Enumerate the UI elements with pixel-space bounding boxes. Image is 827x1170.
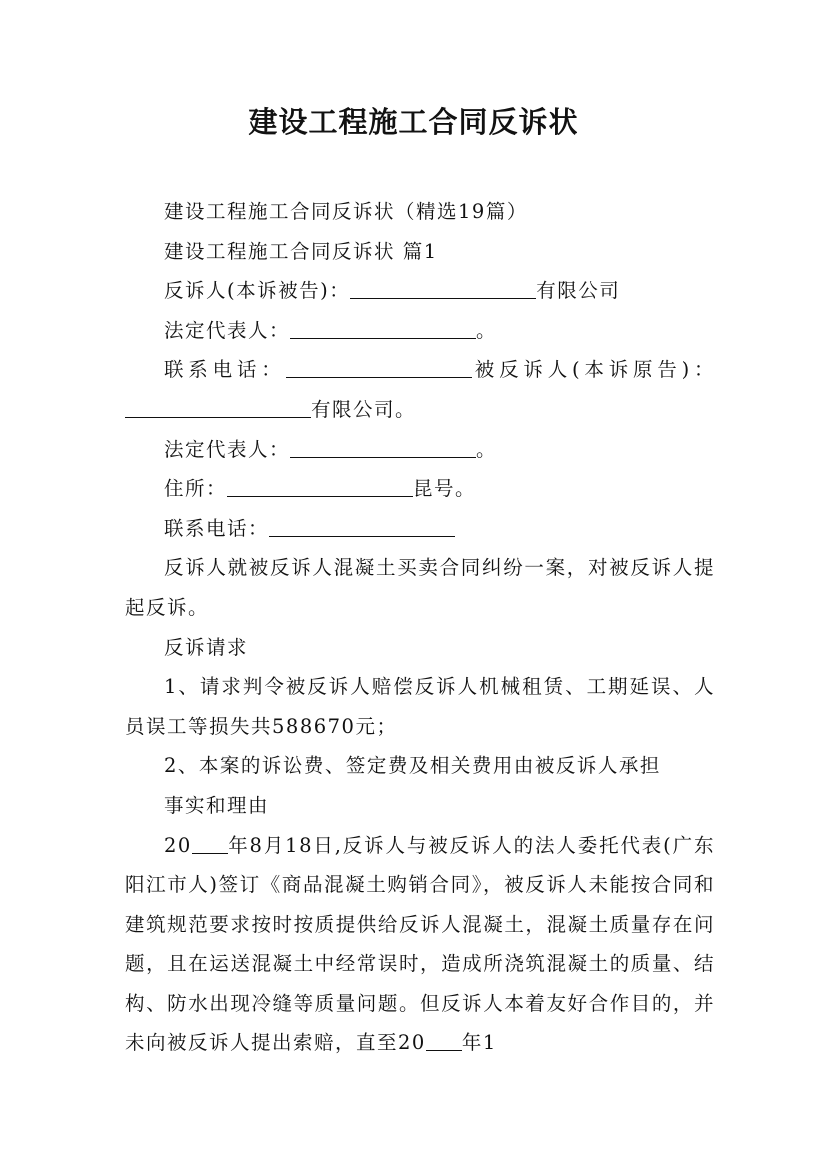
paragraph-legal-rep-2	[125, 430, 715, 470]
text: 事实和理由	[164, 793, 270, 817]
blank-line	[227, 476, 413, 497]
text: 年1	[461, 1031, 497, 1055]
text: 20	[164, 833, 192, 857]
text: 法定代表人：	[164, 318, 291, 342]
document-body	[125, 192, 715, 1063]
text: 建设工程施工合同反诉状（精选19篇）	[164, 200, 528, 223]
text: 年8月18日,反诉人与被反诉人的法人委托代表(广东阳江市人)签订《商品混凝土购销合同》，被反诉人未能按合同和建筑规范要求按时按质提供给反诉人混凝土，混凝土质量存在问题，且在运送混凝土中经常误时，造成所浇筑混凝土的质量、结构、防水出现冷缝等质量问题。但反诉人本着友好合作目的，并未向被反诉人提出索赔，直至20	[125, 833, 715, 1055]
text: 被反诉人(本诉原告)：	[471, 358, 715, 382]
text: 2、本案的诉讼费、签定费及相关费用由被反诉人承担	[164, 754, 661, 778]
blank-line	[192, 832, 228, 853]
paragraph-facts	[125, 826, 715, 1064]
blank-line	[290, 436, 476, 457]
blank-line	[350, 278, 536, 299]
blank-line	[125, 397, 311, 418]
text: 有限公司。	[311, 397, 417, 421]
paragraph-intro	[125, 548, 715, 627]
paragraph-claims-heading	[125, 628, 715, 668]
text: 1、请求判令被反诉人赔偿反诉人机械租赁、工期延误、人员误工等损失共588670元；	[125, 675, 715, 738]
blank-line	[426, 1030, 462, 1051]
text: 反诉人(本诉被告)：	[164, 279, 351, 303]
text: 昆号。	[413, 477, 477, 501]
text: 反诉请求	[164, 635, 249, 659]
blank-line	[286, 357, 472, 378]
text: 建设工程施工合同反诉状 篇1	[164, 239, 438, 263]
text: 。	[476, 437, 498, 461]
paragraph-counterclaimant	[125, 271, 715, 311]
blank-line	[290, 317, 476, 338]
text: 。	[476, 318, 498, 342]
text: 住所：	[164, 477, 228, 501]
text: 联系电话：	[164, 358, 286, 382]
blank-line	[269, 515, 455, 536]
paragraph-facts-heading	[125, 786, 715, 826]
paragraph-address	[125, 469, 715, 509]
paragraph-phone-2	[125, 509, 715, 549]
paragraph-phone-respondent	[125, 350, 715, 429]
document-title: 建设工程施工合同反诉状	[248, 105, 579, 139]
paragraph-claim-2	[125, 746, 715, 786]
text: 法定代表人：	[164, 437, 291, 461]
text: 有限公司	[536, 279, 621, 303]
paragraph-claim-1	[125, 667, 715, 746]
paragraph-subheading	[125, 232, 715, 272]
paragraph-legal-rep	[125, 311, 715, 351]
paragraph-heading	[125, 192, 715, 232]
text: 联系电话：	[164, 516, 270, 540]
text: 反诉人就被反诉人混凝土买卖合同纠纷一案，对被反诉人提起反诉。	[125, 556, 715, 619]
